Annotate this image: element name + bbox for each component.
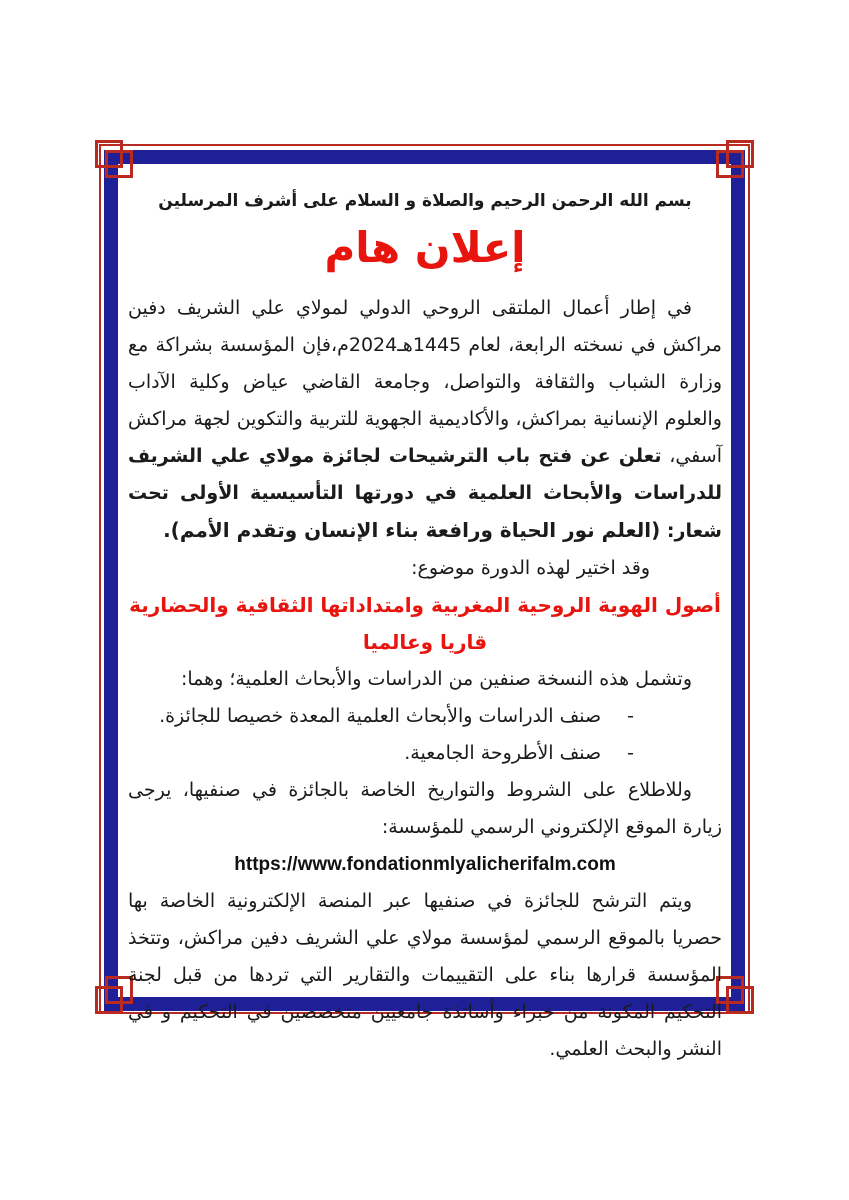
bismillah-line: بسم الله الرحمن الرحيم والصلاة و السلام على أشرف المرسلين (158, 191, 692, 211)
text-run: أصول الهوية الروحية المغربية وامتداداتها الثقافية والحضارية قاريا وعالميا (129, 593, 721, 654)
document-content (128, 188, 722, 1068)
text-run: تعلن عن فتح باب الترشيحات لجائزة مولاي علي الشريف للدراسات والأبحاث العلمية في دورتها التأسيسية الأولى تحت شعار: (128, 445, 722, 542)
corner-square (105, 150, 133, 178)
list-item (128, 735, 722, 772)
paragraph (128, 772, 722, 846)
announcement-title: إعلان هام (324, 223, 526, 272)
paragraph (128, 883, 722, 1068)
list-dash: - (627, 705, 634, 727)
text-run: https://www.fondationmlyalicherifalm.com (234, 854, 616, 875)
text-run: في إطار أعمال الملتقى الروحي الدولي لمولاي علي الشريف دفين مراكش في نسخته الرابعة، لعام 1445هـ2024م،فإن المؤسسة بشراكة مع وزارة الشباب والثقافة والتواصل، وجامعة القاضي عياض وكلية الآداب والعلوم الإنسانية بمراكش، والأكاديمية الجهوية للتربية والتكوين لجهة مراكش آسفي، (128, 297, 722, 467)
list-item (128, 698, 722, 735)
text-run: (العلم نور الحياة ورافعة بناء الإنسان وتقدم الأمم). (163, 518, 661, 542)
text-run: صنف الدراسات والأبحاث العلمية المعدة خصيصا للجائزة. (159, 705, 602, 727)
website-url[interactable] (128, 846, 722, 883)
paragraph (128, 661, 722, 698)
text-run: وللاطلاع على الشروط والتواريخ الخاصة بالجائزة في صنفيها، يرجى زيارة الموقع الإلكتروني الرسمي للمؤسسة: (128, 779, 722, 838)
corner-square (716, 150, 744, 178)
text-run: ويتم الترشح للجائزة في صنفيها عبر المنصة الإلكترونية الخاصة بها حصريا بالموقع الرسمي لمؤسسة مولاي علي الشريف دفين مراكش، وتتخذ المؤسسة قرارها بناء على التقييمات والتقارير التي تردها من قبل لجنة التحكيم المكونة من خبراء وأساتذة جامعيين متخصصين في التحكيم و في النشر والبحث العلمي. (128, 890, 722, 1060)
text-run: صنف الأطروحة الجامعية. (404, 742, 602, 764)
document-blocks (128, 290, 722, 1068)
list-dash: - (627, 742, 634, 764)
paragraph (128, 550, 722, 587)
text-run: وتشمل هذه النسخة صنفين من الدراسات والأبحاث العلمية؛ وهما: (180, 668, 692, 690)
topic-heading (128, 587, 722, 661)
paragraph (128, 290, 722, 550)
text-run: وقد اختير لهذه الدورة موضوع: (411, 557, 650, 579)
